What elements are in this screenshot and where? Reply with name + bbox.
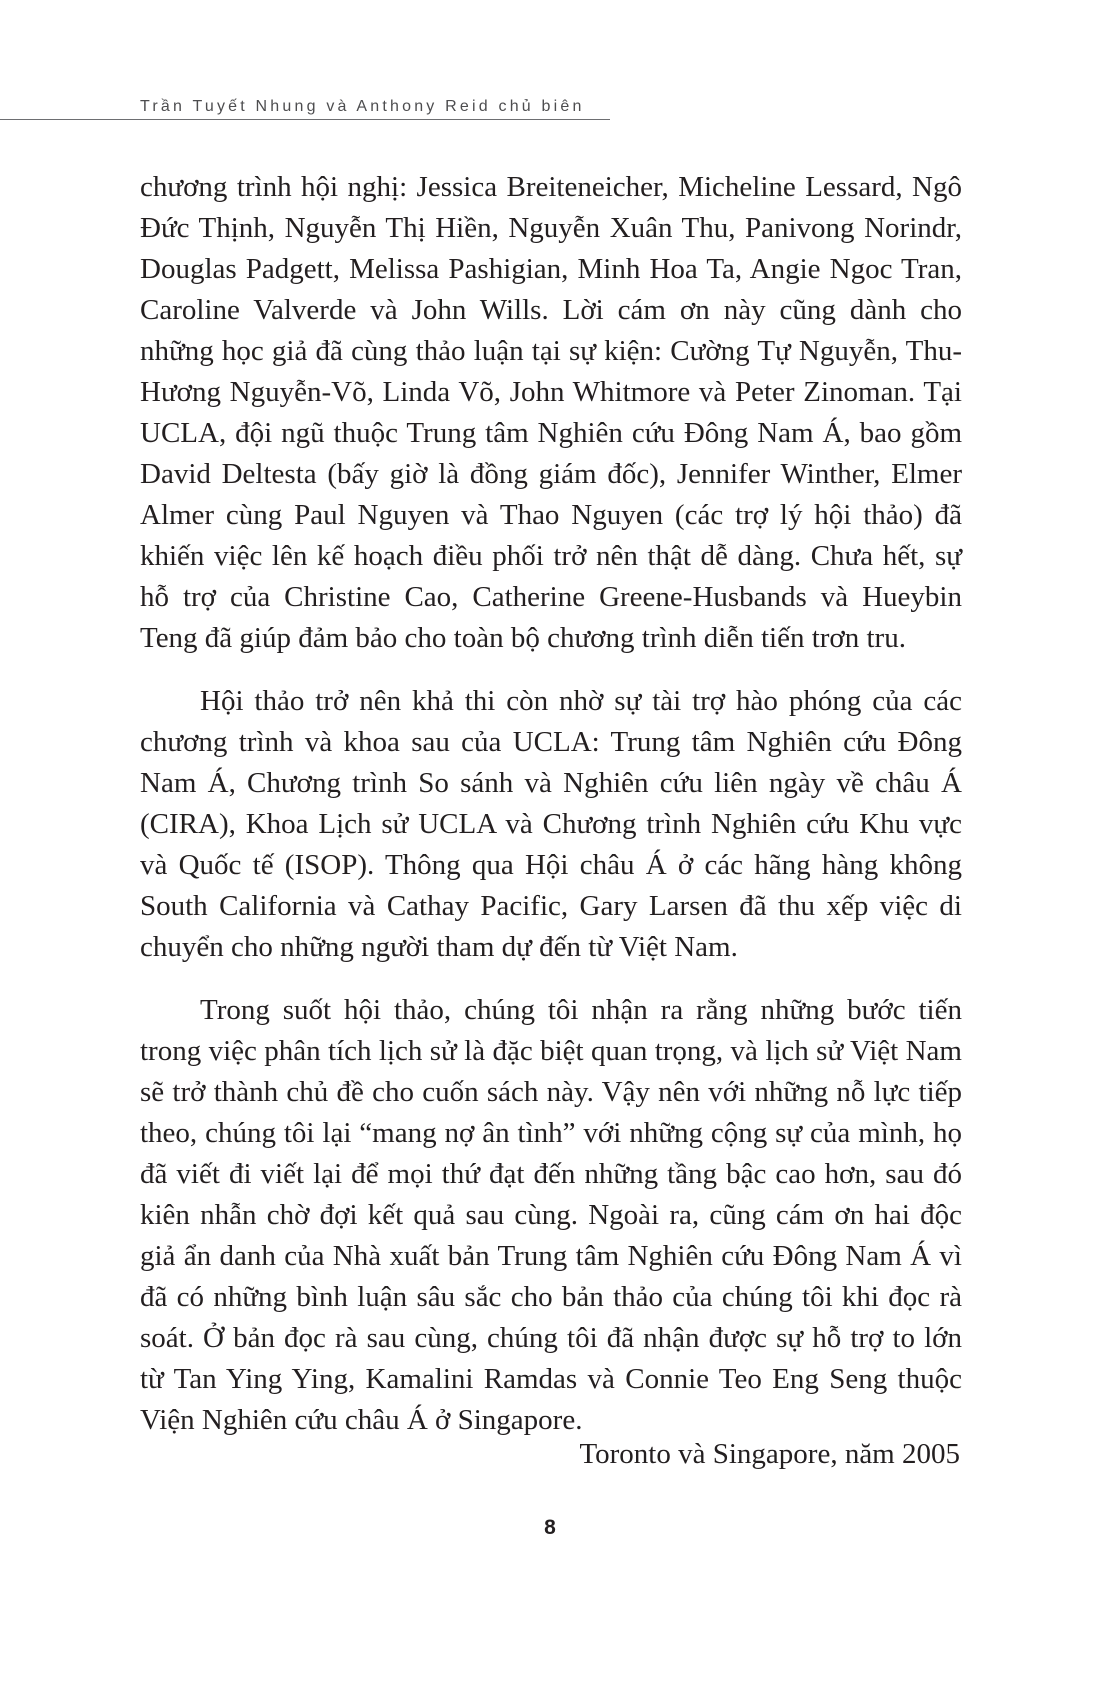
page-number: 8 <box>544 1516 556 1539</box>
running-header-title: Trần Tuyết Nhung và Anthony Reid chủ biên <box>140 98 585 115</box>
running-header <box>0 0 610 120</box>
signature-line: Toronto và Singapore, năm 2005 <box>579 1438 960 1470</box>
body-text <box>140 167 962 1463</box>
paragraph-3: Trong suốt hội thảo, chúng tôi nhận ra rằng những bước tiến trong việc phân tích lịch sử là đặc biệt quan trọng, và lịch sử Việt Nam sẽ trở thành chủ đề cho cuốn sách này. Vậy nên với những nỗ lực tiếp theo, chúng tôi lại “mang nợ ân tình” với những cộng sự của mình, họ đã viết đi viết lại để mọi thứ đạt đến những tầng bậc cao hơn, sau đó kiên nhẫn chờ đợi kết quả sau cùng. Ngoài ra, cũng cám ơn hai độc giả ẩn danh của Nhà xuất bản Trung tâm Nghiên cứu Đông Nam Á vì đã có những bình luận sâu sắc cho bản thảo của chúng tôi khi đọc rà soát. Ở bản đọc rà sau cùng, chúng tôi đã nhận được sự hỗ trợ to lớn từ Tan Ying Ying, Kamalini Ramdas và Connie Teo Eng Seng thuộc Viện Nghiên cứu châu Á ở Singapore. <box>140 994 962 1436</box>
paragraph-2: Hội thảo trở nên khả thi còn nhờ sự tài trợ hào phóng của các chương trình và khoa sau của UCLA: Trung tâm Nghiên cứu Đông Nam Á, Chương trình So sánh và Nghiên cứu liên ngày về châu Á (CIRA), Khoa Lịch sử UCLA và Chương trình Nghiên cứu Khu vực và Quốc tế (ISOP). Thông qua Hội châu Á ở các hãng hàng không South California và Cathay Pacific, Gary Larsen đã thu xếp việc di chuyển cho những người tham dự đến từ Việt Nam. <box>140 685 962 963</box>
paragraph-1: chương trình hội nghị: Jessica Breiteneicher, Micheline Lessard, Ngô Đức Thịnh, Nguyễn Thị Hiền, Nguyễn Xuân Thu, Panivong Norindr, Douglas Padgett, Melissa Pashigian, Minh Hoa Ta, Angie Ngoc Tran, Caroline Valverde và John Wills. Lời cám ơn này cũng dành cho những học giả đã cùng thảo luận tại sự kiện: Cường Tự Nguyễn, Thu-Hương Nguyễn-Võ, Linda Võ, John Whitmore và Peter Zinoman. Tại UCLA, đội ngũ thuộc Trung tâm Nghiên cứu Đông Nam Á, bao gồm David Deltesta (bấy giờ là đồng giám đốc), Jennifer Winther, Elmer Almer cùng Paul Nguyen và Thao Nguyen (các trợ lý hội thảo) đã khiến việc lên kế hoạch điều phối trở nên thật dễ dàng. Chưa hết, sự hỗ trợ của Christine Cao, Catherine Greene-Husbands và Hueybin Teng đã giúp đảm bảo cho toàn bộ chương trình diễn tiến trơn tru. <box>140 171 962 654</box>
